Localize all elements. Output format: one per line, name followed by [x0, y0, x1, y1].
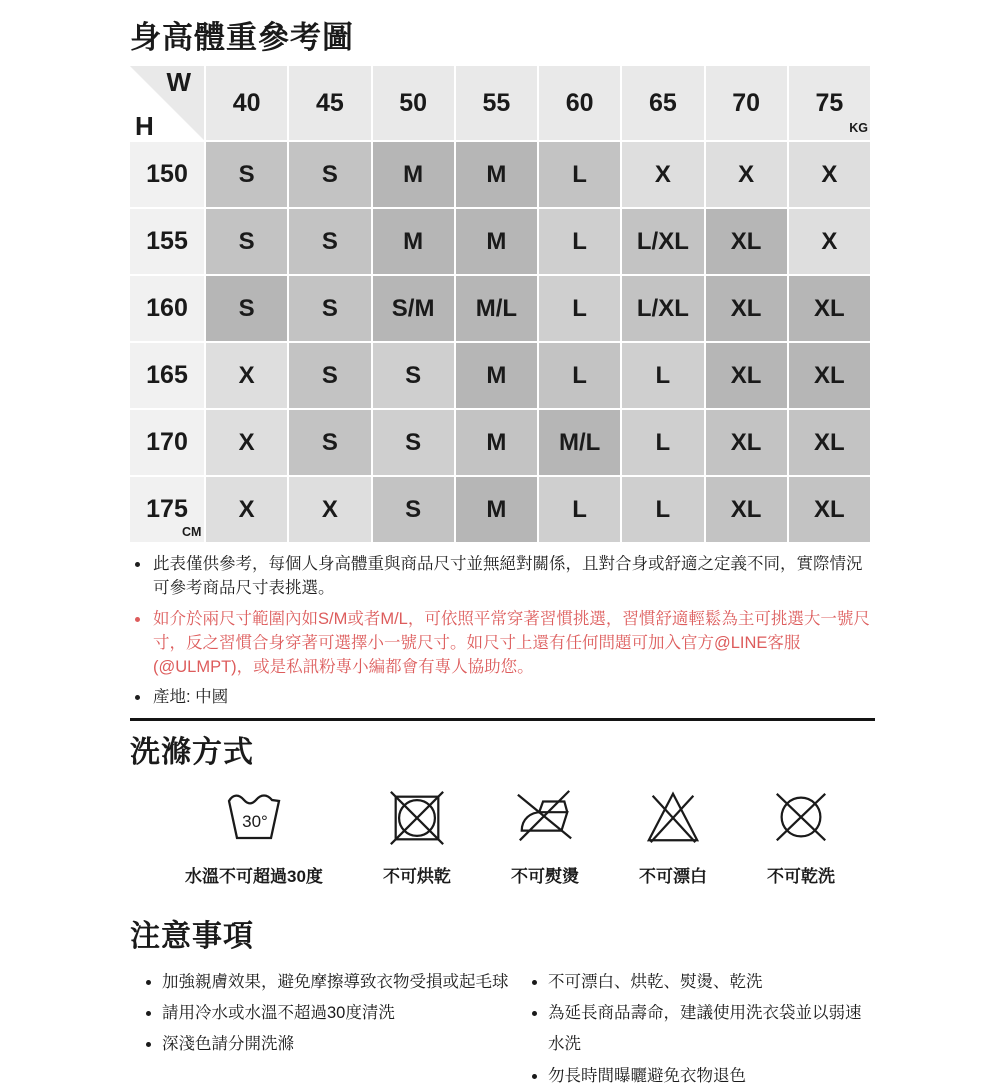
care-item-label: 不可乾洗	[766, 866, 835, 886]
height-axis-label: H	[135, 111, 154, 141]
size-cell: X	[206, 410, 287, 475]
size-cell: L	[539, 142, 620, 207]
size-cell: S	[289, 209, 370, 274]
size-cell: M/L	[456, 276, 537, 341]
size-cell: X	[206, 477, 287, 542]
size-cell: S	[206, 276, 287, 341]
size-cell: X	[206, 343, 287, 408]
care-item-label: 不可烘乾	[382, 866, 451, 886]
size-cell: M	[456, 410, 537, 475]
size-cell: X	[789, 142, 870, 207]
size-cell: L	[622, 410, 703, 475]
bullet-icon	[532, 980, 537, 985]
size-cell: XL	[789, 276, 870, 341]
attention-list-right	[532, 967, 875, 1092]
attention-section-title: 注意事項	[130, 919, 254, 953]
svg-text:30°: 30°	[242, 811, 268, 831]
weight-header-cell: 60	[539, 66, 620, 140]
attention-text: 為延長商品壽命，建議使用洗衣袋並以弱速水洗	[548, 1003, 862, 1054]
attention-list-left	[146, 967, 532, 1092]
note-text: 此表僅供參考，每個人身高體重與商品尺寸並無絕對關係，且對合身或舒適之定義不同，實際情況可參考商品尺寸表挑選。	[153, 555, 863, 598]
note-text: 如介於兩尺寸範圍內如S/M或者M/L，可依照平常穿著習慣挑選，習慣舒適輕鬆為主可挑選大一號尺寸，反之習慣合身穿著可選擇小一號尺寸。如尺寸上還有任何問題可加入官方@LINE客服(@ULMPT)，或是私訊粉專小編都會有專人協助您。	[153, 609, 870, 676]
weight-header-cell: 45	[289, 66, 370, 140]
note-item	[135, 552, 875, 601]
corner-cell	[130, 66, 204, 140]
size-cell: X	[289, 477, 370, 542]
attention-item	[532, 1061, 875, 1092]
note-item	[135, 607, 875, 680]
size-cell: XL	[706, 477, 787, 542]
size-cell: XL	[789, 477, 870, 542]
no-tumble-dry-icon	[385, 787, 449, 849]
care-item	[767, 787, 835, 887]
note-item	[135, 685, 875, 709]
size-cell: L	[539, 209, 620, 274]
attention-text: 深淺色請分開洗滌	[162, 1035, 294, 1054]
bullet-icon	[135, 617, 140, 622]
height-header-cell: 160	[130, 276, 204, 341]
bullet-icon	[146, 1042, 151, 1047]
size-cell: M	[373, 209, 454, 274]
size-cell: S	[289, 142, 370, 207]
size-cell: M	[456, 142, 537, 207]
bullet-icon	[532, 1011, 537, 1016]
height-header-cell: 155	[130, 209, 204, 274]
weight-header-cell: 65	[622, 66, 703, 140]
attention-item	[146, 1029, 532, 1060]
attention-item	[146, 967, 532, 998]
no-bleach-icon	[641, 787, 705, 849]
size-cell: M	[373, 142, 454, 207]
section-divider	[130, 718, 875, 721]
size-cell: S	[206, 209, 287, 274]
bullet-icon	[532, 1074, 537, 1079]
size-cell: XL	[706, 410, 787, 475]
washing-section-title: 洗滌方式	[130, 735, 254, 769]
size-cell: L/XL	[622, 209, 703, 274]
attention-item	[532, 967, 875, 998]
bullet-icon	[135, 562, 140, 567]
weight-header-cell: 50	[373, 66, 454, 140]
attention-text: 請用冷水或水溫不超過30度清洗	[162, 1003, 395, 1022]
page-title: 身高體重參考圖	[130, 20, 354, 55]
size-cell: X	[789, 209, 870, 274]
weight-header-cell: 70	[706, 66, 787, 140]
bullet-icon	[146, 980, 151, 985]
size-cell: S	[289, 343, 370, 408]
height-header-cell: 175	[130, 477, 204, 542]
no-iron-icon	[513, 787, 577, 849]
care-item	[383, 787, 451, 887]
size-chart-grid	[130, 66, 870, 542]
no-dry-clean-icon	[769, 787, 833, 849]
size-cell: L/XL	[622, 276, 703, 341]
care-item-label: 不可漂白	[638, 866, 707, 886]
weight-unit-label: KG	[849, 121, 868, 135]
attention-item	[146, 998, 532, 1029]
weight-header-cell: 40	[206, 66, 287, 140]
care-item	[639, 787, 707, 887]
size-cell: X	[622, 142, 703, 207]
size-cell: M	[456, 209, 537, 274]
care-item	[185, 787, 323, 887]
size-cell: XL	[789, 410, 870, 475]
size-cell: XL	[706, 209, 787, 274]
size-cell: S	[289, 410, 370, 475]
care-item-label: 水溫不可超過30度	[185, 866, 323, 886]
notes-list	[130, 552, 875, 710]
attention-columns	[130, 967, 875, 1092]
height-unit-label: CM	[182, 525, 202, 539]
size-cell: S	[373, 343, 454, 408]
size-cell: L	[622, 343, 703, 408]
attention-text: 不可漂白、烘乾、熨燙、乾洗	[548, 972, 763, 991]
size-cell: S	[206, 142, 287, 207]
size-cell: S/M	[373, 276, 454, 341]
size-cell: S	[373, 477, 454, 542]
weight-axis-label: W	[166, 67, 191, 97]
bullet-icon	[146, 1011, 151, 1016]
attention-text: 勿長時間曝曬避免衣物退色	[548, 1066, 746, 1085]
size-cell: L	[622, 477, 703, 542]
size-cell: L	[539, 343, 620, 408]
note-text: 產地: 中國	[153, 688, 229, 707]
size-cell: L	[539, 276, 620, 341]
attention-item	[532, 998, 875, 1061]
attention-text: 加強親膚效果，避免摩擦導致衣物受損或起毛球	[162, 972, 509, 991]
size-cell: M	[456, 343, 537, 408]
size-cell: X	[706, 142, 787, 207]
care-item	[511, 787, 579, 887]
weight-header-cell: 75	[789, 66, 870, 140]
size-cell: S	[373, 410, 454, 475]
height-header-cell: 170	[130, 410, 204, 475]
wash-temp-30-icon	[222, 787, 286, 849]
care-item-label: 不可熨燙	[510, 866, 579, 886]
size-cell: M	[456, 477, 537, 542]
height-header-cell: 150	[130, 142, 204, 207]
size-cell: L	[539, 477, 620, 542]
weight-header-cell: 55	[456, 66, 537, 140]
care-icons-row	[130, 781, 875, 887]
size-chart	[130, 66, 870, 542]
size-cell: S	[289, 276, 370, 341]
height-header-cell: 165	[130, 343, 204, 408]
size-cell: XL	[789, 343, 870, 408]
size-cell: M/L	[539, 410, 620, 475]
bullet-icon	[135, 695, 140, 700]
size-cell: XL	[706, 343, 787, 408]
size-cell: XL	[706, 276, 787, 341]
